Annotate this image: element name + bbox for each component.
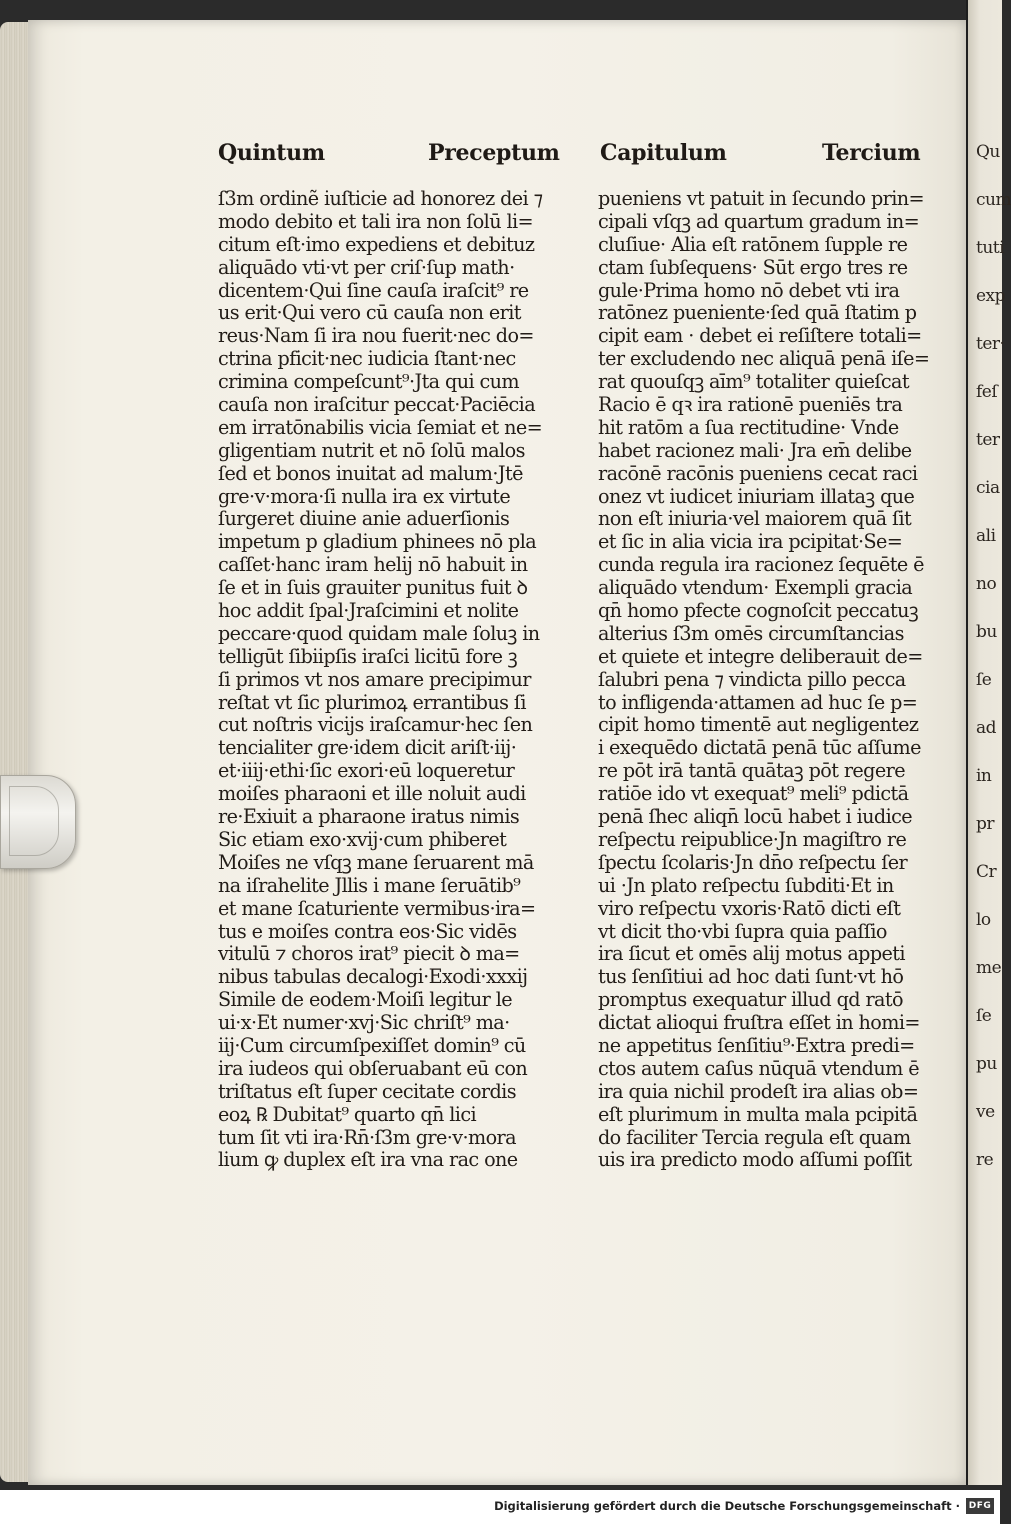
text-line: ſed et bonos inuitat ad malum·Jtē — [218, 461, 523, 485]
next-page-fragment: exp — [976, 286, 1006, 306]
text-line: modo debito et tali ira non ſolū li= — [218, 209, 533, 233]
text-line: dictat alioqui fruſtra eſſet in homi= — [598, 1011, 920, 1035]
text-line: ſ3m ordinẽ iuſticie ad honorez dei ⁊ — [218, 187, 543, 210]
text-line: Simile de eodem·Moiſi legitur le — [218, 988, 512, 1012]
text-line: vitulū ⁊ choros irat⁹ piecit ꝺ ma= — [218, 942, 520, 966]
text-line: us erit·Qui vero cū cauſa non erit — [218, 301, 521, 325]
next-page-fragment: ali — [976, 526, 996, 546]
text-line: citum eſt·imo expediens et debituz — [218, 232, 535, 256]
text-line: do faciliter Tercia regula eſt quam — [598, 1125, 911, 1149]
text-line: lium ꝙ duplex eſt ira vna rac one — [218, 1148, 518, 1172]
text-line: cunda regula ira racionez ſequēte ē — [598, 553, 924, 577]
text-line: ter excludendo nec aliquā penā iſe= — [598, 347, 930, 371]
text-line: na iſrahelite Jllis i mane ſeruātib⁹ — [218, 873, 521, 897]
text-line: re pōt irā tantā quātaꝫ pōt regere — [598, 759, 905, 783]
text-line: ui·x·Et numer·xvj·Sic chriſt⁹ ma· — [218, 1011, 510, 1035]
text-line: rat quouſqꝫ aīm⁹ totaliter quieſcat — [598, 370, 909, 394]
text-line: ne appetitus ſenſitiu⁹·Extra predi= — [598, 1033, 915, 1057]
footer-bar — [0, 1490, 1000, 1524]
text-line: dicentem·Qui ſine cauſa iraſcit⁹ re — [218, 278, 529, 302]
next-page-fragment: bu — [976, 622, 997, 642]
text-line: ſe et in ſuis grauiter punitus fuit ꝺ — [218, 576, 528, 600]
text-line: Sic etiam exo·xvij·cum phiberet — [218, 827, 507, 851]
next-page-fragment: pr — [976, 814, 995, 834]
text-line: hit ratōm a ſua rectitudine· Vnde — [598, 415, 899, 439]
text-line: aliquādo vtendum· Exempli gracia — [598, 576, 913, 600]
text-line: cluſiue· Alia eſt ratōnem ſupple re — [598, 232, 908, 256]
text-line: telligūt ſibiipſis iraſci licitū fore ꝫ — [218, 644, 518, 668]
text-line: vt dicit tho·vbi ſupra quia paſſio — [598, 919, 887, 943]
next-page-fragment: ſe — [976, 670, 992, 690]
next-page-fragment: ter· — [976, 334, 1005, 354]
running-head-left-2: Preceptum — [428, 140, 560, 166]
text-line: tum ſit vti ira·Rn̄·ſ3m gre·v·mora — [218, 1125, 516, 1149]
running-head-right-2: Tercium — [822, 140, 921, 166]
text-line: cipit eam · debet ei reſiſtere totali= — [598, 324, 922, 348]
text-line: ratōnez pueniente·ſed quā ſtatim p — [598, 301, 917, 325]
text-line: gligentiam nutrit et nō ſolū malos — [218, 438, 525, 462]
next-page-fragment: pu — [976, 1054, 997, 1074]
text-line: ratiōe ido vt exequat⁹ meli⁹ pdictā — [598, 782, 909, 806]
next-page-fragment: lo — [976, 910, 991, 930]
funding-credit: Digitalisierung gefördert durch die Deutsche Forschungsgemeinschaft · — [494, 1499, 960, 1513]
text-line: cut noſtris vicijs iraſcamur·hec ſen — [218, 713, 533, 737]
text-line: habet racionez mali· Jra em̄ delibe — [598, 438, 912, 462]
book-clip — [0, 775, 76, 869]
dfg-logo-icon: DFG — [966, 1498, 994, 1514]
text-line: Moiſes ne vſqꝫ mane ſeruarent mā — [218, 850, 534, 874]
next-page-fragment: no — [976, 574, 997, 594]
next-page-fragment: re — [976, 1150, 994, 1170]
text-line: caſſet·hanc iram helij nō habuit in — [218, 553, 528, 577]
next-page-fragment: Cr — [976, 862, 997, 882]
text-line: ctos autem caſus nūquā vtendum ē — [598, 1056, 919, 1080]
next-page-fragment: cia — [976, 478, 1000, 498]
text-line: racōnē racōnis pueniens cecat raci — [598, 461, 918, 485]
text-line: nibus tabulas decalogi·Exodi·xxxij — [218, 965, 528, 989]
text-line: tus e moiſes contra eos·Sic vidēs — [218, 919, 517, 943]
text-line: ctrina pficit·nec iudicia ſtant·nec — [218, 347, 516, 371]
text-line: peccare·quod quidam male ſoluꝫ in — [218, 621, 540, 645]
text-line: cipali vſqꝫ ad quartum gradum in= — [598, 209, 920, 233]
text-line: crimina compeſcunt⁹·Jta qui cum — [218, 370, 519, 394]
text-line: et·iiij·ethi·ſic exori·eū loqueretur — [218, 759, 515, 783]
text-line: tencialiter gre·idem dicit ariſt·iij· — [218, 736, 517, 760]
text-line: eoꝝ ℞ Dubitat⁹ quarto qn̄ lici — [218, 1102, 477, 1126]
text-line: re·Exiuit a pharaone iratus nimis — [218, 805, 520, 829]
text-line: impetum p gladium phinees nō pla — [218, 530, 537, 554]
text-line: eſt plurimum in multa mala pcipitā — [598, 1102, 918, 1126]
text-line: ui ·Jn plato reſpectu ſubditi·Et in — [598, 873, 894, 897]
text-line: non eſt iniuria·vel maiorem quā ſit — [598, 507, 912, 531]
text-line: ſalubri pena ⁊ vindicta pillo pecca — [598, 667, 906, 691]
next-page-fragment: me — [976, 958, 1002, 978]
text-line: reſtat vt ſic plurimoꝝ errantibus ſi — [218, 690, 526, 714]
text-line: reſpectu reipublice·Jn magiſtro re — [598, 827, 907, 851]
text-line: et mane ſcaturiente vermibus·ira= — [218, 896, 536, 920]
text-line: cipit homo timentē aut negligentez — [598, 713, 919, 737]
text-line: alterius ſ3m omēs circumſtancias — [598, 621, 904, 645]
next-page-fragment: ter — [976, 430, 1000, 450]
text-line: ctam ſubſequens· Sūt ergo tres re — [598, 255, 908, 279]
text-line: hoc addit ſpal·Jraſcimini et nolite — [218, 599, 519, 623]
text-line: i exequēdo dictatā penā tūc aſſume — [598, 736, 921, 760]
next-page-edge — [966, 0, 1011, 1485]
text-line: cauſa non iraſcitur peccat·Paciēcia — [218, 393, 536, 417]
text-line: ſpectu ſcolaris·Jn dn̄o reſpectu ſer — [598, 850, 908, 874]
text-line: pueniens vt patuit in ſecundo prin= — [598, 187, 925, 210]
next-page-fragment: ad — [976, 718, 997, 738]
text-line: reus·Nam ſi ira nou fuerit·nec do= — [218, 324, 534, 348]
text-line: uis ira predicto modo aſſumi poſſit — [598, 1148, 912, 1172]
text-line: moiſes pharaoni et ille noluit audi — [218, 782, 526, 806]
next-page-fragment: feſ — [976, 382, 998, 402]
text-line: gule·Prima homo nō debet vti ira — [598, 278, 900, 302]
text-line: triſtatus eſt ſuper cecitate cordis — [218, 1079, 516, 1103]
text-line: ſurgeret diuine anie aduerſionis — [218, 507, 510, 531]
text-line: et quiete et integre deliberauit de= — [598, 644, 923, 668]
text-column-left — [218, 187, 543, 1172]
text-line: em irratōnabilis vicia ſemiat et ne= — [218, 415, 543, 439]
text-line: gre·v·mora·ſi nulla ira ex virtute — [218, 484, 511, 508]
text-column-right — [598, 187, 930, 1172]
text-line: iij·Cum circumſpexiſſet domin⁹ cū — [218, 1033, 526, 1057]
next-page-fragment: in — [976, 766, 992, 786]
text-line: onez vt iudicet iniuriam illataꝫ que — [598, 484, 915, 508]
text-line: promptus exequatur illud qd ratō — [598, 988, 903, 1012]
text-line: qn̄ homo pfecte cognoſcit peccatuꝫ — [598, 599, 919, 623]
text-line: ſi primos vt nos amare precipimur — [218, 667, 531, 691]
running-head-left-1: Quintum — [218, 140, 325, 166]
text-line: et ſic in alia vicia ira pcipitat·Se= — [598, 530, 903, 554]
text-line: tus ſenſitiui ad hoc dati ſunt·vt hō — [598, 965, 904, 989]
next-page-fragment: tuti — [976, 238, 1005, 258]
text-line: penā ſhec aliqn̄ locū habet i iudice — [598, 805, 913, 829]
text-line: ira quia nichil prodeſt ira alias ob= — [598, 1079, 919, 1103]
text-line: aliquādo vti·vt per criſ·ſup math· — [218, 255, 515, 279]
text-line: Racio ē qꝛ ira rationē pueniēs tra — [598, 393, 903, 417]
next-page-fragment: ſe — [976, 1006, 992, 1026]
text-line: ira iudeos qui obſeruabant eū con — [218, 1056, 528, 1080]
running-head-right-1: Capitulum — [600, 140, 727, 166]
text-line: to infligenda·attamen ad huc ſe p= — [598, 690, 918, 714]
next-page-fragment: cum — [976, 190, 1011, 210]
text-line: ira ſicut et omēs alij motus appeti — [598, 942, 905, 966]
next-page-fragment: ve — [976, 1102, 995, 1122]
text-line: viro reſpectu vxoris·Ratō dicti eſt — [598, 896, 901, 920]
next-page-fragment: Qu — [976, 142, 1000, 162]
